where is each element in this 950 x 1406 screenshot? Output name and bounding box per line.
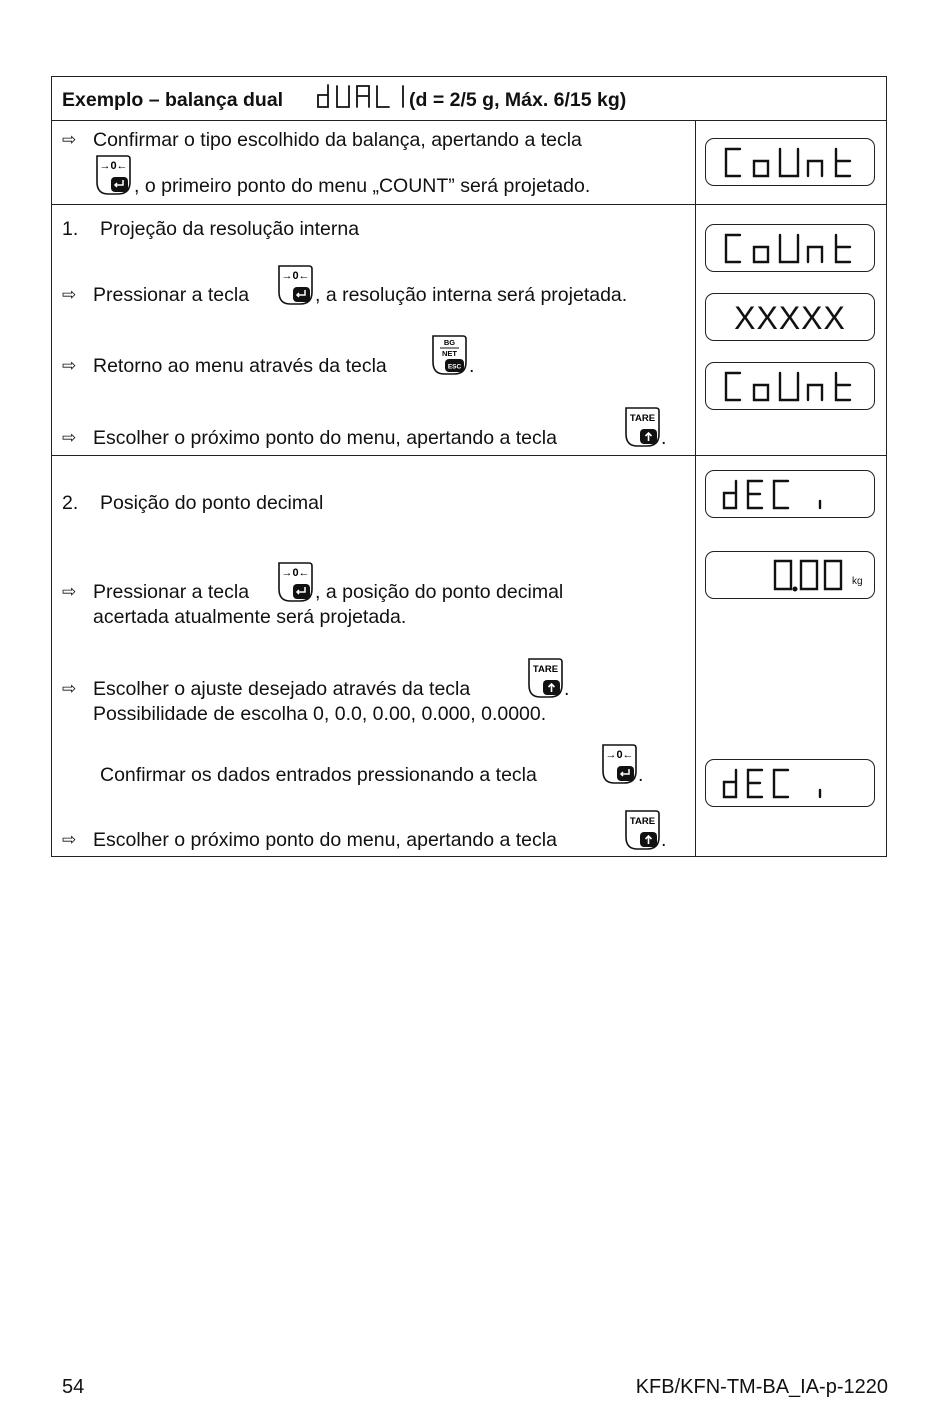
zero-key-icon: [94, 154, 132, 196]
section1-step2-b: .: [469, 355, 475, 377]
zero-key-icon: [600, 743, 638, 785]
column-divider: [695, 120, 696, 856]
arrow-icon: ⇨: [62, 679, 77, 698]
section1-step2-a: Retorno ao menu através da tecla: [93, 355, 387, 377]
arrow-icon: ⇨: [62, 356, 77, 375]
lcd-display: [705, 138, 875, 186]
row-divider: [52, 455, 886, 456]
section2-step1-a: Pressionar a tecla: [93, 581, 250, 603]
section0-line1: Confirmar o tipo escolhido da balança, apertando a tecla: [93, 129, 582, 151]
lcd-count-text: [706, 139, 874, 185]
header-title-suffix: (d = 2/5 g, Máx. 6/15 kg): [409, 89, 627, 111]
arrow-icon: ⇨: [62, 130, 77, 149]
section1-number: 1.: [62, 218, 79, 240]
section2-step3-b: .: [638, 764, 644, 786]
section1-step3-a: Escolher o próximo ponto do menu, apertando a tecla: [93, 427, 557, 449]
section2-step2-b: .: [564, 678, 570, 700]
header-title-prefix: Exemplo – balança dual: [62, 89, 284, 111]
arrow-icon: ⇨: [62, 428, 77, 447]
lcd-unit-label: kg: [852, 576, 863, 587]
lcd-display: [705, 759, 875, 807]
lcd-display: [705, 470, 875, 518]
section2-step3-a: Confirmar os dados entrados pressionando a tecla: [100, 764, 537, 786]
section1-heading: Projeção da resolução interna: [100, 218, 360, 240]
section2-step2-a: Escolher o ajuste desejado através da tecla: [93, 678, 471, 700]
zero-key-icon: [276, 561, 314, 603]
arrow-icon: ⇨: [62, 830, 77, 849]
page-number: 54: [62, 1376, 85, 1398]
tare-key-icon: [623, 406, 661, 448]
dual-display-word: [315, 83, 407, 111]
tare-key-icon: [623, 809, 661, 851]
section2-step4-b: .: [661, 829, 667, 851]
tare-key-icon: [526, 657, 564, 699]
lcd-count-text: [706, 363, 874, 409]
lcd-deci-text: [706, 471, 874, 517]
document-code: KFB/KFN-TM-BA_IA-p-1220: [635, 1376, 888, 1398]
section2-step1-b: , a posição do ponto decimal: [315, 581, 564, 603]
lcd-deci-text: [706, 760, 874, 806]
lcd-display: [705, 362, 875, 410]
table-header: [62, 89, 283, 111]
row-divider: [52, 204, 886, 205]
section1-step3-b: .: [661, 427, 667, 449]
section2-step2-c: Possibilidade de escolha 0, 0.0, 0.00, 0.000, 0.0000.: [93, 703, 547, 725]
section2-step1-c: acertada atualmente será projetada.: [93, 606, 407, 628]
arrow-icon: ⇨: [62, 285, 77, 304]
esc-key-icon: [430, 334, 468, 376]
section2-step4-a: Escolher o próximo ponto do menu, apertando a tecla: [93, 829, 557, 851]
section2-number: 2.: [62, 492, 79, 514]
arrow-icon: ⇨: [62, 582, 77, 601]
lcd-display: [705, 293, 875, 341]
lcd-decimal-value: [706, 552, 874, 598]
section2-heading: Posição do ponto decimal: [100, 492, 324, 514]
lcd-count-text: [706, 225, 874, 271]
section0-line2: , o primeiro ponto do menu „COUNT” será projetado.: [134, 175, 591, 197]
row-divider: [52, 120, 886, 121]
section1-step1-a: Pressionar a tecla: [93, 284, 250, 306]
lcd-resolution-text: XXXXX: [734, 300, 846, 336]
section1-step1-b: , a resolução interna será projetada.: [315, 284, 628, 306]
lcd-display: [705, 224, 875, 272]
lcd-display: [705, 551, 875, 599]
zero-key-icon: [276, 264, 314, 306]
